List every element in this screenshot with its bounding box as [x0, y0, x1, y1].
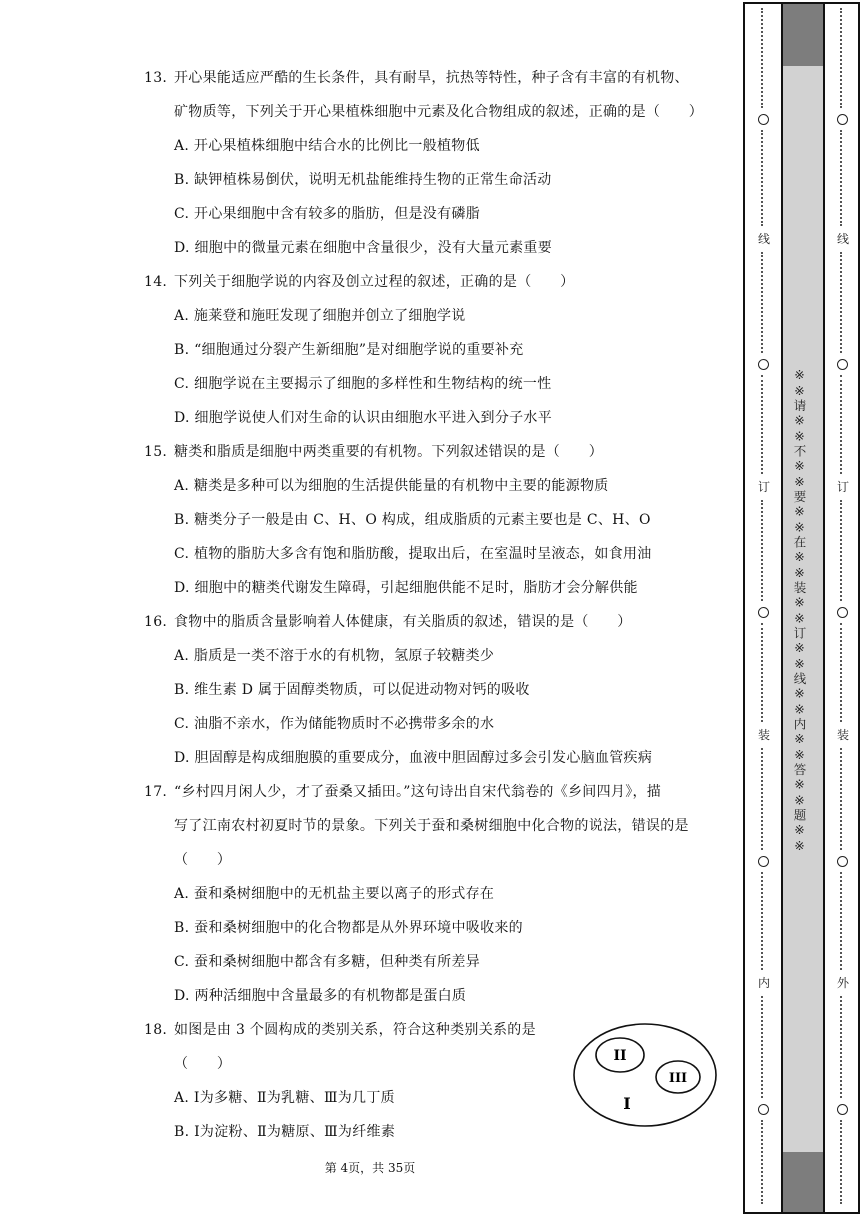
question-stem-continued — [174, 850, 231, 870]
answer-option: C. 油脂不亲水，作为储能物质时不必携带多余的水 — [174, 716, 495, 732]
binding-label: 装 — [757, 728, 770, 742]
answer-option: B. Ⅰ为淀粉、Ⅱ为糖原、Ⅲ为纤维素 — [174, 1124, 396, 1140]
question-number: 16. — [144, 614, 168, 630]
binding-hole-circle — [758, 359, 769, 370]
dotted-guide — [761, 8, 763, 108]
bottom-gray-block — [783, 1152, 823, 1212]
dotted-guide — [840, 8, 842, 108]
answer-option: A. 脂质是一类不溶于水的有机物，氢原子较糖类少 — [174, 648, 495, 664]
dotted-guide — [761, 623, 763, 722]
answer-option: C. 细胞学说在主要揭示了细胞的多样性和生物结构的统一性 — [174, 376, 552, 392]
dotted-guide — [840, 872, 842, 970]
dotted-guide — [761, 1120, 763, 1204]
binding-label: 订 — [757, 480, 770, 494]
dotted-guide — [761, 500, 763, 601]
binding-label: 订 — [836, 480, 849, 494]
binding-label: 内 — [757, 976, 770, 990]
dotted-guide — [840, 1120, 842, 1204]
dotted-guide — [761, 130, 763, 226]
question-text: “乡村四月闲人少，才了蚕桑又插田。”这句诗出自宋代翁卷的《乡间四月》，描 — [174, 784, 662, 800]
question-text: （ ） — [174, 852, 232, 868]
answer-option: B. 蚕和桑树细胞中的化合物都是从外界环境中吸收来的 — [174, 920, 523, 936]
category-circle-figure — [570, 1020, 720, 1130]
binding-hole-circle — [758, 114, 769, 125]
question-text: 如图是由 3 个圆构成的类别关系，符合这种类别关系的是 — [174, 1022, 536, 1038]
binding-hole-circle — [758, 607, 769, 618]
dotted-guide — [840, 252, 842, 353]
question-number: 14. — [144, 274, 168, 290]
question-text: 食物中的脂质含量影响着人体健康，有关脂质的叙述，错误的是（ ） — [174, 614, 632, 630]
answer-option: B. 维生素 D 属于固醇类物质，可以促进动物对钙的吸收 — [174, 682, 530, 698]
dotted-guide — [840, 130, 842, 226]
page-footer: 第 4页，共 35页 — [324, 1161, 416, 1175]
dotted-guide — [840, 500, 842, 601]
answer-option: B. 糖类分子一般是由 C、H、O 构成，组成脂质的元素主要也是 C、H、O — [174, 512, 651, 528]
question-text: 写了江南农村初夏时节的景象。下列关于蚕和桑树细胞中化合物的说法，错误的是 — [174, 818, 689, 834]
dotted-guide — [840, 623, 842, 722]
binding-label: 装 — [836, 728, 849, 742]
answer-option: C. 开心果细胞中含有较多的脂肪，但是没有磷脂 — [174, 206, 481, 222]
answer-option: A. 糖类是多种可以为细胞的生活提供能量的有机物中主要的能源物质 — [174, 478, 609, 494]
answer-option: D. 胆固醇是构成细胞膜的重要成分，血液中胆固醇过多会引发心脑血管疾病 — [174, 750, 653, 766]
binding-label: 线 — [757, 232, 770, 246]
question-text: （ ） — [174, 1056, 232, 1072]
question-stem-continued — [174, 816, 689, 836]
binding-hole-circle — [758, 856, 769, 867]
label-ii: II — [613, 1048, 627, 1064]
answer-option: A. Ⅰ为多糖、Ⅱ为乳糖、Ⅲ为几丁质 — [174, 1090, 395, 1106]
dotted-guide — [761, 996, 763, 1098]
dotted-guide — [761, 375, 763, 474]
question-stem — [144, 442, 603, 462]
dotted-guide — [761, 252, 763, 353]
question-text: 下列关于细胞学说的内容及创立过程的叙述，正确的是（ ） — [174, 274, 575, 290]
binding-hole-circle — [758, 1104, 769, 1115]
binding-label: 外 — [836, 976, 849, 990]
outer-binding-column — [835, 4, 851, 1212]
dotted-guide — [761, 872, 763, 970]
no-answer-warning: ※※请※※不※※要※※在※※装※※订※※线※※内※※答※※题※※ — [792, 367, 807, 854]
answer-option: A. 施莱登和施旺发现了细胞并创立了细胞学说 — [174, 308, 466, 324]
answer-option: D. 两种活细胞中含量最多的有机物都是蛋白质 — [174, 988, 467, 1004]
question-number: 18. — [144, 1022, 168, 1038]
dotted-guide — [761, 748, 763, 850]
question-number: 17. — [144, 784, 168, 800]
binding-hole-circle — [837, 359, 848, 370]
question-stem — [144, 782, 661, 802]
binding-hole-circle — [837, 607, 848, 618]
answer-option: D. 细胞学说使人们对生命的认识由细胞水平进入到分子水平 — [174, 410, 553, 426]
question-stem — [144, 1020, 536, 1040]
binding-label: 线 — [836, 232, 849, 246]
dotted-guide — [840, 748, 842, 850]
question-stem-continued — [174, 102, 703, 122]
inner-binding-column — [756, 4, 772, 1212]
answer-option: B. 缺钾植株易倒伏，说明无机盐能维持生物的正常生命活动 — [174, 172, 552, 188]
answer-option: C. 蚕和桑树细胞中都含有多糖，但种类有所差异 — [174, 954, 481, 970]
answer-option: D. 细胞中的微量元素在细胞中含量很少，没有大量元素重要 — [174, 240, 553, 256]
answer-option: B. “细胞通过分裂产生新细胞”是对细胞学说的重要补充 — [174, 342, 524, 358]
label-iii: III — [668, 1071, 688, 1086]
answer-option: A. 开心果植株细胞中结合水的比例比一般植物低 — [174, 138, 480, 154]
question-number: 13. — [144, 70, 168, 86]
binding-hole-circle — [837, 856, 848, 867]
question-text: 矿物质等，下列关于开心果植株细胞中元素及化合物组成的叙述，正确的是（ ） — [174, 104, 704, 120]
question-text: 糖类和脂质是细胞中两类重要的有机物。下列叙述错误的是（ ） — [174, 444, 603, 460]
outer-circle-i — [574, 1024, 716, 1126]
dotted-guide — [840, 375, 842, 474]
question-stem — [144, 68, 689, 88]
top-gray-block — [783, 4, 823, 66]
answer-option: A. 蚕和桑树细胞中的无机盐主要以离子的形式存在 — [174, 886, 495, 902]
binding-hole-circle — [837, 1104, 848, 1115]
answer-option: D. 细胞中的糖类代谢发生障碍，引起细胞供能不足时，脂肪才会分解供能 — [174, 580, 638, 596]
binding-hole-circle — [837, 114, 848, 125]
question-stem — [144, 272, 574, 292]
label-i: I — [623, 1094, 631, 1113]
question-stem-continued — [174, 1054, 231, 1074]
dotted-guide — [840, 996, 842, 1098]
question-text: 开心果能适应严酷的生长条件，具有耐旱，抗热等特性，种子含有丰富的有机物、 — [174, 70, 689, 86]
question-stem — [144, 612, 632, 632]
question-number: 15. — [144, 444, 168, 460]
answer-option: C. 植物的脂肪大多含有饱和脂肪酸，提取出后，在室温时呈液态，如食用油 — [174, 546, 652, 562]
binding-margin — [743, 0, 860, 1216]
